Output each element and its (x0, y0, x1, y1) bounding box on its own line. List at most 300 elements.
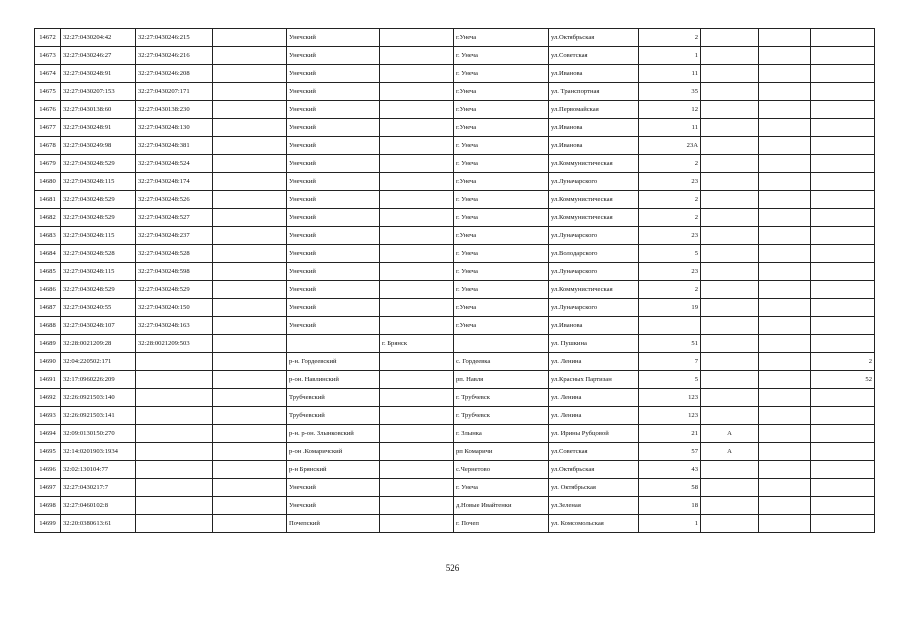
blank-cell (213, 209, 287, 227)
row-number-cell: 14677 (35, 119, 61, 137)
page-number: 526 (445, 563, 460, 573)
row-number-cell: 14689 (35, 335, 61, 353)
building-letter-cell (701, 209, 759, 227)
district-cell: Унечский (287, 497, 380, 515)
object-cadastral-number-cell: 32:27:0430248:527 (136, 209, 213, 227)
district-cell: Унечский (287, 245, 380, 263)
city-region-cell (380, 29, 454, 47)
apartment-cell (811, 317, 875, 335)
row-number-cell: 14675 (35, 83, 61, 101)
street-cell: ул.Коммунистическая (549, 191, 639, 209)
house-number-cell (639, 317, 701, 335)
cadastral-number-cell: 32:27:0430207:153 (61, 83, 136, 101)
district-cell: Трубчевский (287, 407, 380, 425)
settlement-cell: с.Чернетово (454, 461, 549, 479)
street-cell: ул. Комсомольская (549, 515, 639, 533)
street-cell: ул.Иванова (549, 119, 639, 137)
table-row (35, 209, 875, 227)
table-row (35, 407, 875, 425)
building-letter-cell: А (701, 425, 759, 443)
city-region-cell (380, 371, 454, 389)
blank-cell (213, 83, 287, 101)
settlement-cell: г.Унеча (454, 317, 549, 335)
object-cadastral-number-cell: 32:27:0430207:171 (136, 83, 213, 101)
district-cell: Унечский (287, 227, 380, 245)
object-cadastral-number-cell: 32:27:0430248:130 (136, 119, 213, 137)
object-cadastral-number-cell: 32:27:0430248:598 (136, 263, 213, 281)
settlement-cell: г. Трубчевск (454, 389, 549, 407)
table-row (35, 83, 875, 101)
apartment-cell (811, 299, 875, 317)
district-cell: Унечский (287, 65, 380, 83)
settlement-cell: г.Унеча (454, 101, 549, 119)
house-number-cell: 1 (639, 515, 701, 533)
blank-cell (759, 443, 811, 461)
house-number-cell: 43 (639, 461, 701, 479)
house-number-cell: 12 (639, 101, 701, 119)
object-cadastral-number-cell: 32:27:0430248:381 (136, 137, 213, 155)
blank-cell (213, 191, 287, 209)
district-cell: р-он .Комаричский (287, 443, 380, 461)
blank-cell (759, 317, 811, 335)
house-number-cell: 2 (639, 155, 701, 173)
blank-cell (213, 263, 287, 281)
object-cadastral-number-cell: 32:27:0430246:216 (136, 47, 213, 65)
city-region-cell (380, 83, 454, 101)
blank-cell (759, 65, 811, 83)
settlement-cell: г. Унеча (454, 209, 549, 227)
apartment-cell (811, 443, 875, 461)
street-cell: ул.Коммунистическая (549, 209, 639, 227)
cadastral-number-cell: 32:27:0430217:7 (61, 479, 136, 497)
building-letter-cell (701, 407, 759, 425)
blank-cell (759, 227, 811, 245)
table-row (35, 119, 875, 137)
blank-cell (213, 371, 287, 389)
settlement-cell: г. Унеча (454, 281, 549, 299)
blank-cell (759, 479, 811, 497)
building-letter-cell (701, 299, 759, 317)
district-cell: Унечский (287, 29, 380, 47)
district-cell: Унечский (287, 209, 380, 227)
apartment-cell (811, 173, 875, 191)
blank-cell (213, 299, 287, 317)
cadastral-number-cell: 32:28:0021209:28 (61, 335, 136, 353)
row-number-cell: 14680 (35, 173, 61, 191)
city-region-cell (380, 173, 454, 191)
street-cell: ул.Луначарского (549, 227, 639, 245)
apartment-cell (811, 515, 875, 533)
row-number-cell: 14699 (35, 515, 61, 533)
row-number-cell: 14698 (35, 497, 61, 515)
building-letter-cell (701, 65, 759, 83)
row-number-cell: 14697 (35, 479, 61, 497)
blank-cell (759, 137, 811, 155)
house-number-cell: 11 (639, 119, 701, 137)
building-letter-cell (701, 389, 759, 407)
settlement-cell: рп Комаричи (454, 443, 549, 461)
blank-cell (213, 317, 287, 335)
house-number-cell: 35 (639, 83, 701, 101)
cadastral-number-cell: 32:14:0201903:1934 (61, 443, 136, 461)
apartment-cell (811, 101, 875, 119)
object-cadastral-number-cell: 32:27:0430248:524 (136, 155, 213, 173)
cadastral-number-cell: 32:26:0921503:140 (61, 389, 136, 407)
district-cell: р-он. Навлинский (287, 371, 380, 389)
table-row (35, 173, 875, 191)
cadastral-number-cell: 32:27:0430248:115 (61, 227, 136, 245)
blank-cell (759, 155, 811, 173)
city-region-cell (380, 461, 454, 479)
street-cell: ул.Коммунистическая (549, 281, 639, 299)
blank-cell (759, 371, 811, 389)
house-number-cell: 23 (639, 173, 701, 191)
cadastral-number-cell: 32:27:0430248:528 (61, 245, 136, 263)
row-number-cell: 14695 (35, 443, 61, 461)
blank-cell (759, 209, 811, 227)
street-cell: ул.Иванова (549, 137, 639, 155)
table-row (35, 353, 875, 371)
street-cell: ул.Луначарского (549, 173, 639, 191)
blank-cell (759, 515, 811, 533)
blank-cell (213, 245, 287, 263)
district-cell: Унечский (287, 101, 380, 119)
building-letter-cell (701, 137, 759, 155)
city-region-cell: г. Брянск (380, 335, 454, 353)
cadastral-number-cell: 32:20:0380613:61 (61, 515, 136, 533)
object-cadastral-number-cell: 32:28:0021209:503 (136, 335, 213, 353)
settlement-cell: г. Унеча (454, 191, 549, 209)
blank-cell (213, 155, 287, 173)
city-region-cell (380, 191, 454, 209)
settlement-cell: г. Унеча (454, 47, 549, 65)
object-cadastral-number-cell: 32:27:0430248:174 (136, 173, 213, 191)
house-number-cell: 2 (639, 209, 701, 227)
settlement-cell: г. Унеча (454, 155, 549, 173)
blank-cell (213, 29, 287, 47)
row-number-cell: 14682 (35, 209, 61, 227)
street-cell: ул.Коммунистическая (549, 155, 639, 173)
blank-cell (759, 173, 811, 191)
object-cadastral-number-cell: 32:27:0430248:528 (136, 245, 213, 263)
registry-table (34, 28, 875, 533)
house-number-cell: 5 (639, 245, 701, 263)
object-cadastral-number-cell (136, 371, 213, 389)
cadastral-number-cell: 32:27:0430240:55 (61, 299, 136, 317)
apartment-cell (811, 245, 875, 263)
apartment-cell: 2 (811, 353, 875, 371)
object-cadastral-number-cell: 32:27:0430248:526 (136, 191, 213, 209)
table-row (35, 227, 875, 245)
house-number-cell: 23А (639, 137, 701, 155)
city-region-cell (380, 155, 454, 173)
district-cell: р-н. Гордеевский (287, 353, 380, 371)
blank-cell (213, 47, 287, 65)
table-row (35, 515, 875, 533)
table-row (35, 65, 875, 83)
district-cell: Почепский (287, 515, 380, 533)
blank-cell (213, 173, 287, 191)
apartment-cell (811, 155, 875, 173)
city-region-cell (380, 299, 454, 317)
street-cell: ул.Первомайская (549, 101, 639, 119)
blank-cell (759, 497, 811, 515)
district-cell: Унечский (287, 83, 380, 101)
apartment-cell (811, 281, 875, 299)
cadastral-number-cell: 32:27:0460102:8 (61, 497, 136, 515)
apartment-cell (811, 497, 875, 515)
cadastral-number-cell: 32:02:130104:77 (61, 461, 136, 479)
table-body (35, 29, 875, 533)
row-number-cell: 14693 (35, 407, 61, 425)
apartment-cell (811, 425, 875, 443)
blank-cell (759, 119, 811, 137)
blank-cell (759, 353, 811, 371)
settlement-cell: г. Унеча (454, 263, 549, 281)
blank-cell (759, 425, 811, 443)
house-number-cell: 2 (639, 29, 701, 47)
building-letter-cell (701, 461, 759, 479)
row-number-cell: 14694 (35, 425, 61, 443)
row-number-cell: 14679 (35, 155, 61, 173)
table-row (35, 497, 875, 515)
district-cell: Унечский (287, 479, 380, 497)
city-region-cell (380, 101, 454, 119)
table-row (35, 101, 875, 119)
apartment-cell (811, 263, 875, 281)
building-letter-cell (701, 371, 759, 389)
house-number-cell: 2 (639, 281, 701, 299)
row-number-cell: 14691 (35, 371, 61, 389)
row-number-cell: 14684 (35, 245, 61, 263)
cadastral-number-cell: 32:04:220502:171 (61, 353, 136, 371)
city-region-cell (380, 119, 454, 137)
city-region-cell (380, 281, 454, 299)
street-cell: ул.Советская (549, 443, 639, 461)
row-number-cell: 14687 (35, 299, 61, 317)
building-letter-cell (701, 227, 759, 245)
district-cell: р-н. р-он. Злынковский (287, 425, 380, 443)
house-number-cell: 57 (639, 443, 701, 461)
apartment-cell (811, 137, 875, 155)
blank-cell (759, 263, 811, 281)
object-cadastral-number-cell (136, 389, 213, 407)
street-cell: ул. Октябрьская (549, 479, 639, 497)
house-number-cell: 2 (639, 191, 701, 209)
cadastral-number-cell: 32:17:0960226:209 (61, 371, 136, 389)
city-region-cell (380, 497, 454, 515)
street-cell: ул.Луначарского (549, 263, 639, 281)
row-number-cell: 14674 (35, 65, 61, 83)
table-row (35, 389, 875, 407)
blank-cell (213, 119, 287, 137)
table-row (35, 155, 875, 173)
city-region-cell (380, 479, 454, 497)
object-cadastral-number-cell (136, 515, 213, 533)
table-row (35, 137, 875, 155)
table-row (35, 191, 875, 209)
apartment-cell (811, 29, 875, 47)
city-region-cell (380, 317, 454, 335)
row-number-cell: 14673 (35, 47, 61, 65)
row-number-cell: 14672 (35, 29, 61, 47)
blank-cell (213, 227, 287, 245)
house-number-cell: 18 (639, 497, 701, 515)
blank-cell (759, 245, 811, 263)
object-cadastral-number-cell: 32:27:0430246:215 (136, 29, 213, 47)
district-cell: Унечский (287, 317, 380, 335)
table-row (35, 443, 875, 461)
street-cell: ул.Октябрьская (549, 29, 639, 47)
apartment-cell (811, 407, 875, 425)
district-cell: Унечский (287, 191, 380, 209)
row-number-cell: 14690 (35, 353, 61, 371)
district-cell: Унечский (287, 119, 380, 137)
city-region-cell (380, 515, 454, 533)
settlement-cell: г. Унеча (454, 479, 549, 497)
street-cell: ул.Советская (549, 47, 639, 65)
object-cadastral-number-cell (136, 479, 213, 497)
cadastral-number-cell: 32:27:0430248:91 (61, 65, 136, 83)
table-row (35, 371, 875, 389)
settlement-cell: г. Унеча (454, 65, 549, 83)
house-number-cell: 51 (639, 335, 701, 353)
street-cell: ул. Пушкина (549, 335, 639, 353)
building-letter-cell (701, 173, 759, 191)
settlement-cell: рп. Навля (454, 371, 549, 389)
object-cadastral-number-cell: 32:27:0430248:237 (136, 227, 213, 245)
blank-cell (213, 389, 287, 407)
settlement-cell: г. Трубчевск (454, 407, 549, 425)
row-number-cell: 14681 (35, 191, 61, 209)
apartment-cell (811, 227, 875, 245)
building-letter-cell (701, 101, 759, 119)
district-cell: Унечский (287, 155, 380, 173)
street-cell: ул.Иванова (549, 65, 639, 83)
blank-cell (213, 497, 287, 515)
blank-cell (759, 407, 811, 425)
city-region-cell (380, 47, 454, 65)
row-number-cell: 14692 (35, 389, 61, 407)
district-cell: Унечский (287, 173, 380, 191)
settlement-cell: г.Унеча (454, 227, 549, 245)
blank-cell (759, 389, 811, 407)
city-region-cell (380, 389, 454, 407)
blank-cell (759, 335, 811, 353)
table-row (35, 335, 875, 353)
city-region-cell (380, 443, 454, 461)
cadastral-number-cell: 32:27:0430248:529 (61, 155, 136, 173)
building-letter-cell (701, 29, 759, 47)
row-number-cell: 14683 (35, 227, 61, 245)
city-region-cell (380, 65, 454, 83)
house-number-cell: 123 (639, 389, 701, 407)
house-number-cell: 58 (639, 479, 701, 497)
house-number-cell: 7 (639, 353, 701, 371)
object-cadastral-number-cell (136, 407, 213, 425)
city-region-cell (380, 137, 454, 155)
settlement-cell: г. Злынка (454, 425, 549, 443)
apartment-cell (811, 47, 875, 65)
table-row (35, 29, 875, 47)
street-cell: ул. Ирины Рубцовой (549, 425, 639, 443)
cadastral-number-cell: 32:27:0430248:529 (61, 209, 136, 227)
district-cell: Трубчевский (287, 389, 380, 407)
apartment-cell: 52 (811, 371, 875, 389)
settlement-cell: г.Унеча (454, 83, 549, 101)
object-cadastral-number-cell: 32:27:0430240:150 (136, 299, 213, 317)
table-row (35, 263, 875, 281)
street-cell: ул. Транспортная (549, 83, 639, 101)
blank-cell (213, 353, 287, 371)
row-number-cell: 14676 (35, 101, 61, 119)
settlement-cell: г. Унеча (454, 137, 549, 155)
blank-cell (213, 101, 287, 119)
blank-cell (213, 407, 287, 425)
building-letter-cell (701, 119, 759, 137)
cadastral-number-cell: 32:27:0430248:115 (61, 263, 136, 281)
apartment-cell (811, 335, 875, 353)
blank-cell (213, 479, 287, 497)
settlement-cell: г. Унеча (454, 245, 549, 263)
apartment-cell (811, 479, 875, 497)
row-number-cell: 14688 (35, 317, 61, 335)
apartment-cell (811, 389, 875, 407)
district-cell: Унечский (287, 281, 380, 299)
house-number-cell: 23 (639, 227, 701, 245)
settlement-cell: с. Гордеевка (454, 353, 549, 371)
building-letter-cell (701, 47, 759, 65)
apartment-cell (811, 191, 875, 209)
street-cell: ул.Октябрьская (549, 461, 639, 479)
settlement-cell: г.Унеча (454, 29, 549, 47)
object-cadastral-number-cell (136, 497, 213, 515)
city-region-cell (380, 245, 454, 263)
city-region-cell (380, 263, 454, 281)
blank-cell (213, 137, 287, 155)
street-cell: ул.Иванова (549, 317, 639, 335)
street-cell: ул.Луначарского (549, 299, 639, 317)
street-cell: ул. Ленина (549, 389, 639, 407)
building-letter-cell (701, 479, 759, 497)
cadastral-number-cell: 32:27:0430246:27 (61, 47, 136, 65)
apartment-cell (811, 83, 875, 101)
cadastral-number-cell: 32:27:0430249:98 (61, 137, 136, 155)
city-region-cell (380, 227, 454, 245)
building-letter-cell (701, 245, 759, 263)
street-cell: ул. Ленина (549, 407, 639, 425)
cadastral-number-cell: 32:27:0430248:107 (61, 317, 136, 335)
building-letter-cell (701, 263, 759, 281)
settlement-cell: г. Почеп (454, 515, 549, 533)
blank-cell (213, 461, 287, 479)
district-cell: Унечский (287, 137, 380, 155)
apartment-cell (811, 65, 875, 83)
cadastral-number-cell: 32:27:0430248:529 (61, 281, 136, 299)
blank-cell (759, 101, 811, 119)
blank-cell (213, 425, 287, 443)
object-cadastral-number-cell (136, 461, 213, 479)
district-cell: Унечский (287, 263, 380, 281)
district-cell (287, 335, 380, 353)
street-cell: ул.Володарского (549, 245, 639, 263)
cadastral-number-cell: 32:27:0430248:115 (61, 173, 136, 191)
apartment-cell (811, 209, 875, 227)
cadastral-number-cell: 32:27:0430248:529 (61, 191, 136, 209)
object-cadastral-number-cell: 32:27:0430246:208 (136, 65, 213, 83)
cadastral-number-cell: 32:27:0430248:91 (61, 119, 136, 137)
apartment-cell (811, 119, 875, 137)
